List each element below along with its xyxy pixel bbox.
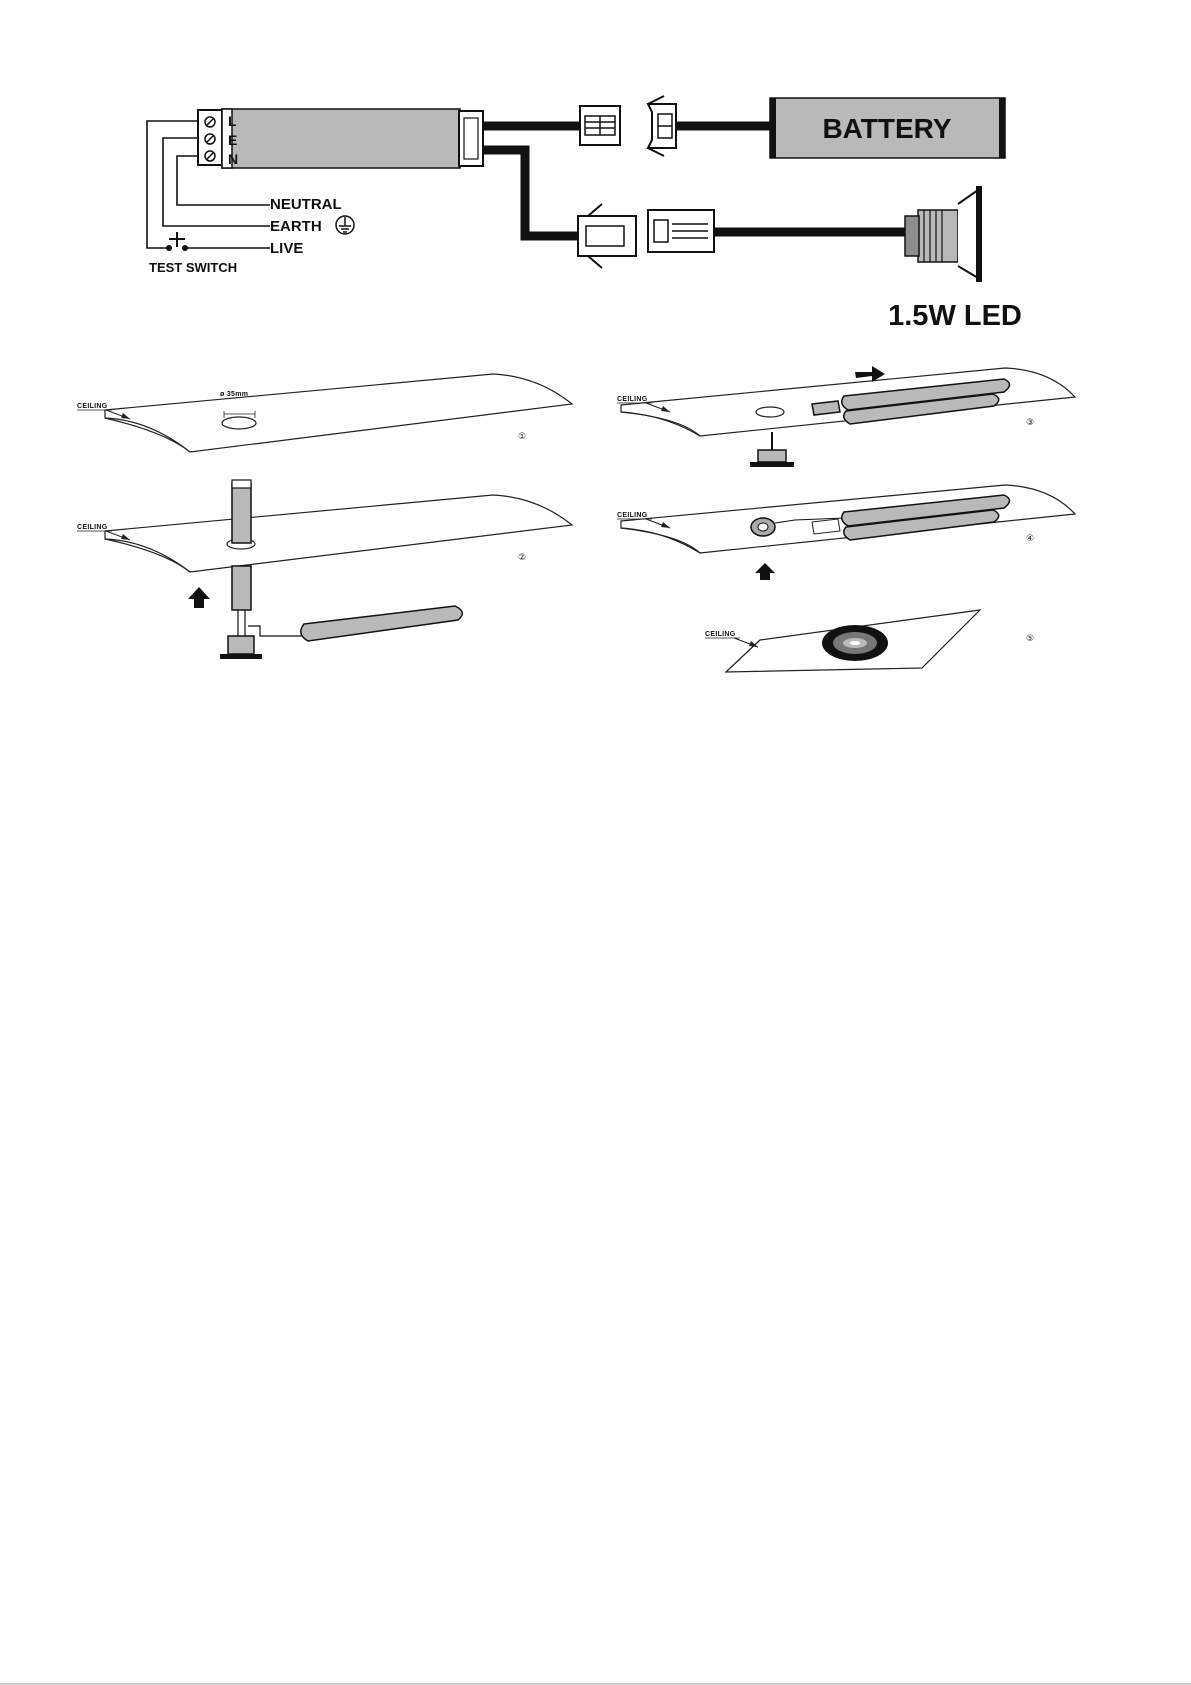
step-1-panel — [77, 374, 572, 452]
step-1-number: ① — [518, 432, 527, 442]
push-up-arrow-icon — [188, 587, 210, 608]
battery-connector-male — [648, 96, 676, 156]
push-up-arrow-icon-4 — [755, 563, 775, 580]
led-downlight — [905, 186, 982, 282]
test-switch-symbol — [166, 232, 188, 251]
test-switch-label: TEST SWITCH — [149, 260, 238, 275]
ceiling-hole — [222, 417, 256, 429]
earth-symbol-icon — [336, 216, 354, 234]
ceiling-label-2: CEILING — [77, 524, 108, 531]
terminal-L-label: L — [228, 113, 237, 129]
step-2-number: ② — [518, 553, 527, 563]
battery-label: BATTERY — [822, 113, 952, 144]
terminal-E-label: E — [228, 132, 238, 148]
step-4-panel — [617, 485, 1075, 580]
step-5-number: ⑤ — [1026, 634, 1035, 644]
driver-through-hole — [232, 483, 251, 543]
emergency-driver — [222, 109, 460, 168]
terminal-block — [198, 110, 222, 165]
led-connector-female — [648, 210, 714, 252]
led-label: 1.5W LED — [888, 300, 1022, 332]
driver-end-cap — [459, 111, 483, 166]
battery-pack-2 — [301, 606, 463, 641]
step-3-number: ③ — [1026, 418, 1035, 428]
wiring-diagram — [147, 96, 1022, 332]
step-3-panel — [617, 366, 1075, 467]
ceiling-label-3: CEILING — [617, 396, 648, 403]
downlight-unit-2 — [220, 636, 262, 659]
step-2-panel — [77, 480, 572, 659]
terminal-N-label: N — [228, 151, 239, 167]
ceiling-label-4: CEILING — [617, 512, 648, 519]
step-5-panel — [705, 610, 1034, 672]
led-connector-male — [578, 204, 636, 268]
earth-label: EARTH — [270, 218, 322, 235]
live-label: LIVE — [270, 240, 304, 257]
led-cable — [483, 150, 580, 236]
neutral-label: NEUTRAL — [270, 196, 342, 213]
hole-size-label: ø 35mm — [220, 391, 249, 398]
ceiling-label-1: CEILING — [77, 403, 108, 410]
battery-connector-female — [580, 106, 620, 145]
step-4-number: ④ — [1026, 534, 1035, 544]
downlight-unit-3 — [758, 450, 786, 462]
ceiling-label-5: CEILING — [705, 631, 736, 638]
